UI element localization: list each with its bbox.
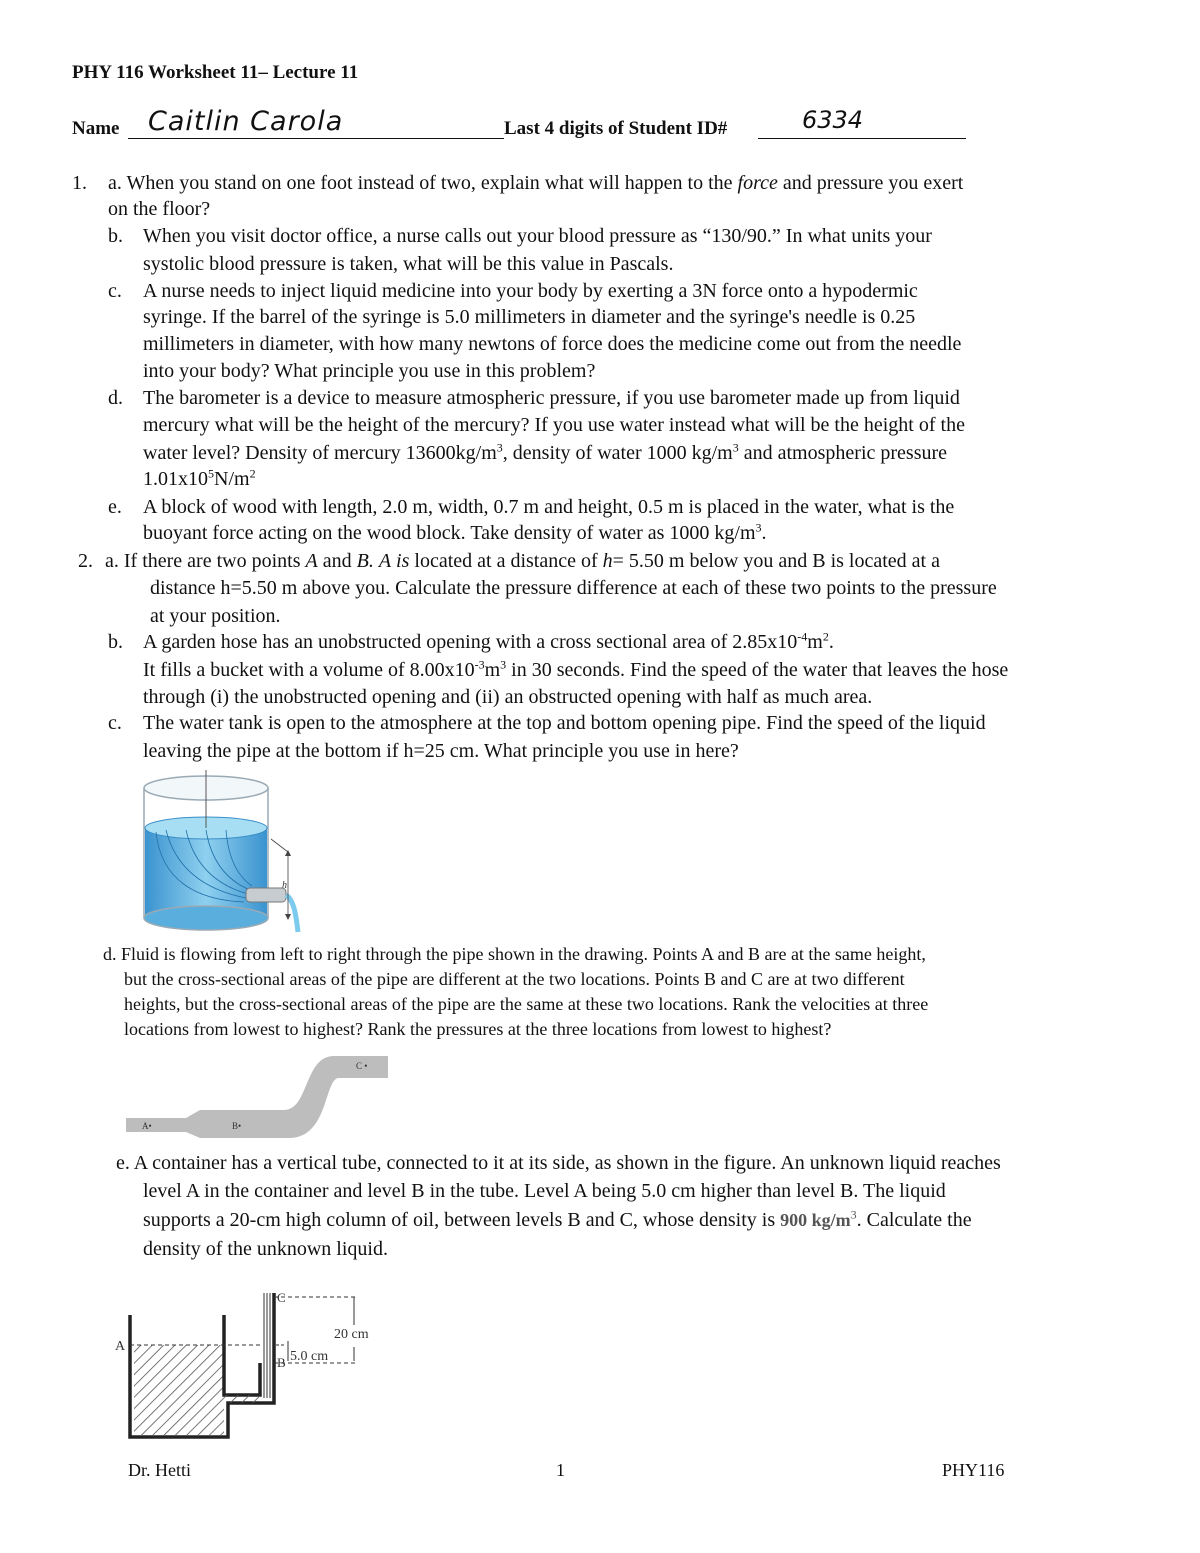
q1a-line2: on the floor? xyxy=(108,198,211,220)
pipe-point-b: B• xyxy=(232,1121,242,1131)
student-info-line xyxy=(72,106,972,144)
student-id-underline xyxy=(758,138,966,139)
q2a-line1: a. If there are two points A and B. A is located at a distance of h= 5.50 m below you and B is located at a xyxy=(105,550,940,572)
q1-number: 1. xyxy=(72,172,87,194)
q1d-line2: mercury what will be the height of the mercury? If you use water instead what will be the height of the xyxy=(143,414,965,436)
q1c-line2: syringe. If the barrel of the syringe is 5.0 millimeters in diameter and the syringe's needle is 0.25 xyxy=(143,306,916,328)
name-label: Name xyxy=(72,118,120,139)
handwritten-student-id: 6334 xyxy=(802,106,864,134)
fig-level-b: B xyxy=(277,1355,286,1370)
worksheet-title: PHY 116 Worksheet 11– Lecture 11 xyxy=(72,62,359,83)
q1d-line1: The barometer is a device to measure atmospheric pressure, if you use barometer made up from liquid xyxy=(143,387,960,409)
q1c-line3: millimeters in diameter, with how many newtons of force does the medicine come out from the needle xyxy=(143,333,962,355)
q2e-line4: density of the unknown liquid. xyxy=(143,1238,388,1260)
student-id-label: Last 4 digits of Student ID# xyxy=(504,118,728,139)
footer-instructor: Dr. Hetti xyxy=(128,1460,191,1480)
q1e-line2: buoyant force acting on the wood block. Take density of water as 1000 $kg/m^3$. xyxy=(143,520,767,544)
pipe-figure xyxy=(124,1052,394,1142)
q2d-line2: but the cross-sectional areas of the pipe are different at the two locations. Points B and C are at two different xyxy=(124,969,905,989)
fig-20cm-label: 20 cm xyxy=(334,1327,369,1342)
q2a-line3: at your position. xyxy=(150,605,281,627)
q1a-line1: a. When you stand on one foot instead of two, explain what will happen to the force and pressure you exert xyxy=(108,172,964,194)
container-tube-figure xyxy=(110,1285,400,1445)
tank-h-label: h xyxy=(282,880,287,891)
q2e-line3: supports a 20-cm high column of oil, between levels B and C, whose density is 900 $kg/m^3$. Calculate the xyxy=(143,1207,972,1231)
q2b-label: b. xyxy=(108,631,123,653)
fig-5cm-label: 5.0 cm xyxy=(290,1349,329,1364)
q1d-label: d. xyxy=(108,387,123,409)
pipe-point-c: C • xyxy=(356,1061,368,1071)
q1e-label: e. xyxy=(108,496,122,518)
q2e-line2: level A in the container and level B in the tube. Level A being 5.0 cm higher than level B. The liquid xyxy=(143,1180,946,1202)
pipe-point-a: A• xyxy=(142,1121,152,1131)
q1c-line1: A nurse needs to inject liquid medicine into your body by exerting a 3N force onto a hypodermic xyxy=(143,280,918,302)
handwritten-name: Caitlin Carola xyxy=(148,106,344,137)
q2b-line3: through (i) the unobstructed opening and (ii) an obstructed opening with half as much area. xyxy=(143,686,873,708)
water-tank-figure xyxy=(136,770,306,935)
q1d-line4: $1.01x10^5N/m^2$ xyxy=(143,466,256,490)
q2d-line3: heights, but the cross-sectional areas of the pipe are the same at these two locations. Rank the velocities at three xyxy=(124,994,929,1014)
q1b-line1: When you visit doctor office, a nurse calls out your blood pressure as “130/90.” In what units your xyxy=(143,225,932,247)
q2c-line1: The water tank is open to the atmosphere at the top and bottom opening pipe. Find the speed of the liquid xyxy=(143,712,986,734)
q2-number: 2. xyxy=(78,550,93,572)
q1e-line1: A block of wood with length, 2.0 m, width, 0.7 m and height, 0.5 m is placed in the water, what is the xyxy=(143,496,955,518)
q2b-line2: It fills a bucket with a volume of $8.00x10^{-3}m^3$ in 30 seconds. Find the speed of the water that leaves the hose xyxy=(143,657,1009,681)
footer-page-number: 1 xyxy=(556,1460,565,1480)
q2c-label: c. xyxy=(108,712,122,734)
q2d-line1: d. Fluid is flowing from left to right through the pipe shown in the drawing. Points A and B are at the same height, xyxy=(103,944,926,964)
fig-level-c: C xyxy=(277,1290,286,1305)
q2a-line2: distance h=5.50 m above you. Calculate the pressure difference at each of these two points to the pressure xyxy=(150,577,997,599)
q1d-line3: water level? Density of mercury $13600kg/m^3$, density of water 1000 $kg/m^3$ and atmospheric pressure xyxy=(143,440,948,464)
q1b-line2: systolic blood pressure is taken, what will be this value in Pascals. xyxy=(143,253,674,275)
q1b-label: b. xyxy=(108,225,123,247)
q1c-label: c. xyxy=(108,280,122,302)
q1c-line4: into your body? What principle you use in this problem? xyxy=(143,360,596,382)
footer-course: PHY116 xyxy=(942,1460,1005,1480)
q2d-line4: locations from lowest to highest? Rank the pressures at the three locations from lowest to highest? xyxy=(124,1019,832,1039)
name-underline xyxy=(128,138,504,139)
fig-level-a: A xyxy=(115,1339,126,1354)
q2b-line1: A garden hose has an unobstructed opening with a cross sectional area of $2.85x10^{-4}m^2$. xyxy=(143,629,834,653)
q2c-line2: leaving the pipe at the bottom if h=25 cm. What principle you use in here? xyxy=(143,740,739,762)
q2e-line1: e. A container has a vertical tube, connected to it at its side, as shown in the figure. An unknown liquid reaches xyxy=(116,1152,1001,1174)
